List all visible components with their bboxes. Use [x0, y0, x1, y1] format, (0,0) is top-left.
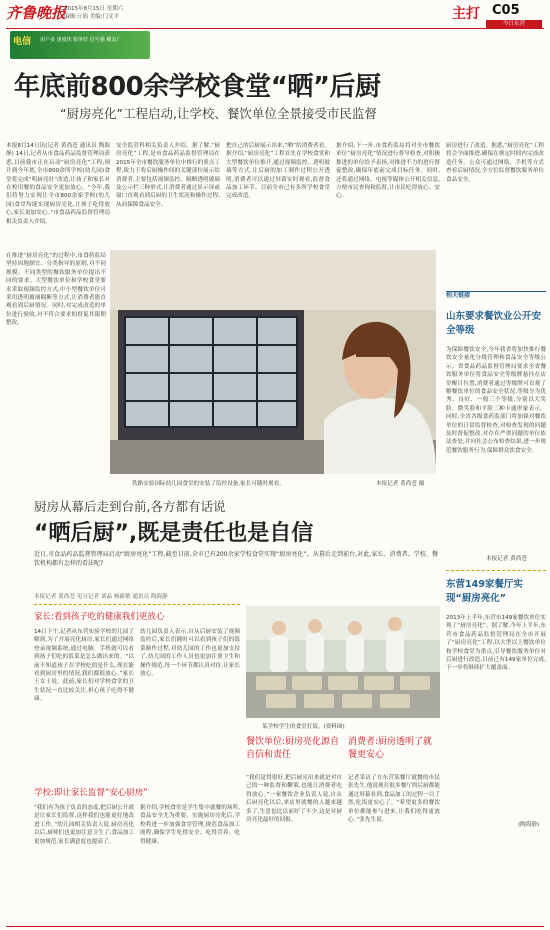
article1-col2: 安全监管科相关负责人介绍。据了解,“厨房亮化”工程,是市食品药品监督管理局在2015年全市餐饮服务单位中推行的重点工程,致力于将后厨操作间的关键部位展示给消费者,主要包括视频监控、隔断透明玻璃及公示栏三种形式,让消费者通过显示屏或窗口直观看到后厨的卫生状况和操作过程,从而保障食品安全。 [116, 143, 220, 208]
sidebar-credit2: (陶海静) [518, 822, 540, 828]
sidebar-credit1: 本报记者 黄尚苍 [486, 556, 527, 562]
section-c-label [246, 736, 342, 762]
photo2-caption: 某学校学生的食堂打饭。(资料图) [262, 724, 345, 730]
photo2-canteen [246, 606, 440, 718]
photo1-illustration [110, 250, 436, 474]
masthead [0, 0, 550, 28]
sidebar-related-links [446, 282, 546, 892]
date-line: 2015年8月15日 星期六 [64, 6, 124, 12]
main-subheadline: “厨房亮化”工程启动,让学校、餐饮单位全景接受市民监督 [60, 106, 377, 121]
section-b-body: “我们有为孩子负责的态度,把后厨公开就是让家长们监督,这样我们也能更好地改进工作。”幼儿园相关负责人说,厨房亮化以后,厨师们也更加注意卫生了,食品加工更加规范,家长满意度也提高了。 [34, 805, 134, 845]
section-b-body-cont: 据介绍,学校食堂是学生集中就餐的场所,食品安全尤为重要。实施厨房亮化后,学校将进一步加强食堂管理,规范食品加工流程,确保学生吃得安全、吃得营养、吃得健康。 [140, 805, 240, 845]
headline2-main: “晒后厨”,既是责任也是自信 [34, 521, 314, 546]
section-sub-label: 今日东营 [502, 21, 525, 27]
banner-slogan: 用户多 速度快 服务好 信号强 覆盖广 [40, 37, 122, 43]
section-d-label-text: 消费者:厨房透明了就餐更安心 [348, 737, 433, 760]
article1-col4: 据介绍,下一步,市食药监局将对全市餐饮单位“厨房亮化”情况进行督导检查,对积极推进的单位给予表扬,对推进不力的进行督促整改,确保年底前完成目标任务。同时,还将通过网络、电视等媒体公开相关信息,方便市民查询和监督,让市民吃得放心、安心。 [336, 143, 440, 200]
sidebar-header [446, 282, 546, 299]
article1-col5: 厨房进行了改造。据悉,“厨房亮化”工程将会全面推进,确保在规定时间内完成改造任务。公众可通过网络、手机等方式查看后厨情况,全方位监督餐饮服务单位食品安全。 [446, 143, 544, 183]
headline2-byline: 本报记者 黄尚苍 见习记者 刘晶 杨新敏 通讯员 陶海静 [34, 594, 168, 600]
paper-name: 齐鲁晚报 [6, 4, 67, 22]
ad-banner [10, 31, 150, 59]
photo1-caption: 铁路实验国际幼儿园食堂的安装了监控设备,家长可随时观看。 [132, 481, 285, 487]
bottom-rule [6, 926, 544, 927]
headline2-kicker: 厨房从幕后走到台前,各方都有话说 [34, 499, 226, 514]
photo1-surveillance-monitor [110, 250, 436, 474]
headline2-rule [34, 604, 240, 605]
section-b-label-text: 学校:即让家长监督“安心厨房” [34, 788, 148, 798]
sidebar-body2: 2013年上半年,东营市149家餐饮单位实现了“厨房亮化”。据了解,今年上半年,东营市食品药品监督管理局在全市开展了“厨房亮化”工程,以大型以上餐饮单位和学校食堂为重点,引导餐饮服务单位对后厨进行改造,目前已有149家单位完成,下一步将继续扩大覆盖面。 [446, 615, 546, 672]
section-d-body: 记者采访了在东营某餐厅就餐的市民张先生,他说现在很多餐厅的后厨都能通过屏幕看到,食品加工的过程一目了然,吃饭更安心了。“希望更多的餐饮单位都能参与进来,让我们吃得更放心。”张先生说。 [348, 775, 440, 824]
sidebar-body1: 为保障餐饮安全,今年我省将加快推行餐饮安全量化分级管理和食品安全等级公示。省食品药品监督管理局要求全省餐饮服务单位将食品安全等级牌悬挂在店堂醒目位置,消费者通过等级牌可直观了解餐饮单位的食品安全状况,等级分为优秀、良好、一般三个等级,分别以大笑脸、微笑脸和平脸三种卡通形象表示。同时,全省各级食药监部门将加强对餐饮单位的日常监督检查,对检查发现的问题及时督促整改,对存在严重问题的单位依法查处,并向社会公布检查结果,进一步规范餐饮服务行为,保障群众饮食安全。 [446, 347, 546, 454]
page-number: C05 [492, 3, 520, 18]
article1-col6: 在推进“厨房亮化”的过程中,市食药监局坚持因地制宜、分类指导的原则,对不同规模、不同类型的餐饮服务单位提出不同的要求。大型餐饮单位和学校食堂要求采取视频监控方式,中小型餐饮单位可采用透明玻璃隔断等方式,让消费者能直观看到后厨情况。同时,对完成改造的单位进行验收,对不符合要求的督促其限期整改。 [6, 253, 106, 327]
main-headline: 年底前800余学校食堂“晒”后厨 [14, 72, 381, 102]
editor-line: 编辑:亓娟 美编:门文平 [64, 14, 119, 20]
section-d-label [348, 736, 440, 762]
headline2-lead: 近日,市食品药品监督管理局启动“厨房亮化”工程,截至目前,全市已有200余家学校食堂实现“厨房亮化”。从幕后走到前台,对此,家长、消费者、学校、餐饮机构都有怎样的看法呢? [34, 551, 438, 567]
section-b-label [34, 786, 240, 798]
section-c-body: “我们觉得很好,把后厨亮出来就是对自己的一种监督和鞭策,也能让消费者吃得放心。”一家餐饮企业负责人说,自从后厨亮化以后,来店里就餐的人越来越多了,生意也比以前好了不少,这是对厨房亮化最好的回报。 [246, 775, 342, 824]
section-c-label-text: 餐饮单位:厨房亮化源自自信和责任 [246, 737, 340, 760]
section-a-body: 14日下午,记者从东营实验学校幼儿园了解到,为了开展亮化厨房,家长们通过网络登录视频系统,通过电脑、手机就可以看到孩子们吃的饭菜是怎么做出来的。“以前不知道孩子在学校吃的是什么,现在能看到厨房里的情况,我们都很放心。”家长王女士说。此前,家长们对学校食堂的卫生状况一直比较关注,担心孩子吃得不健康。 [34, 629, 134, 703]
article1-col3: 把自己的后厨展示出来,“晒”给消费者看。据介绍,“厨房亮化”工程首先在学校食堂和大型餐饮单位推开,通过视频监控、透明玻璃等方式,让后厨的加工制作过程公开透明,消费者可以通过屏幕实时观看,监督食品加工环节。目前全市已有多所学校食堂完成改造。 [226, 143, 330, 200]
section-a-label-text: 家长:看到孩子吃的健康我们更放心 [34, 612, 165, 622]
photo1-credit: 本报记者 黄尚苍 摄 [376, 481, 425, 487]
photo2-illustration [246, 606, 440, 718]
sidebar-header-text: 相关链接 [446, 292, 471, 299]
section-a-body-cont: 幼儿园负责人表示,自从后厨安装了视频监控后,家长们随时可以看到孩子们的饭菜制作过程,对幼儿园的工作也更加支持了,幼儿园的工作人员也更加注重卫生和操作规范,每一个环节都认真对待,让家长放心。 [140, 629, 240, 678]
sidebar-divider [446, 570, 546, 571]
section-title: 主打 [452, 6, 480, 22]
sidebar-title2: 东营149家餐厅实现“厨房亮化” [446, 579, 523, 604]
section-a-label [34, 610, 240, 622]
article1-col1: 本报8月14日讯(记者 黄尚苍 通讯员 陶海静) 14日,记者从市食品药品监督管理局获悉,目前我市正在启动“厨房亮化”工程,预计到今年底,全市800余所学校(幼儿园)食堂将完成“明厨亮灶”改造,让孩子和家长对在校用餐的食品安全更加放心。“今年,我们将努力实现让全市800余家学校(幼儿园)食堂均能实现厨房亮化,让孩子吃得放心,家长更加安心。”市食品药品监督管理局相关负责人介绍。 [6, 143, 110, 225]
masthead-rule [6, 28, 544, 29]
banner-brand: 电信 [13, 37, 32, 47]
sidebar-title1: 山东要求餐饮业公开安全等级 [446, 311, 542, 336]
